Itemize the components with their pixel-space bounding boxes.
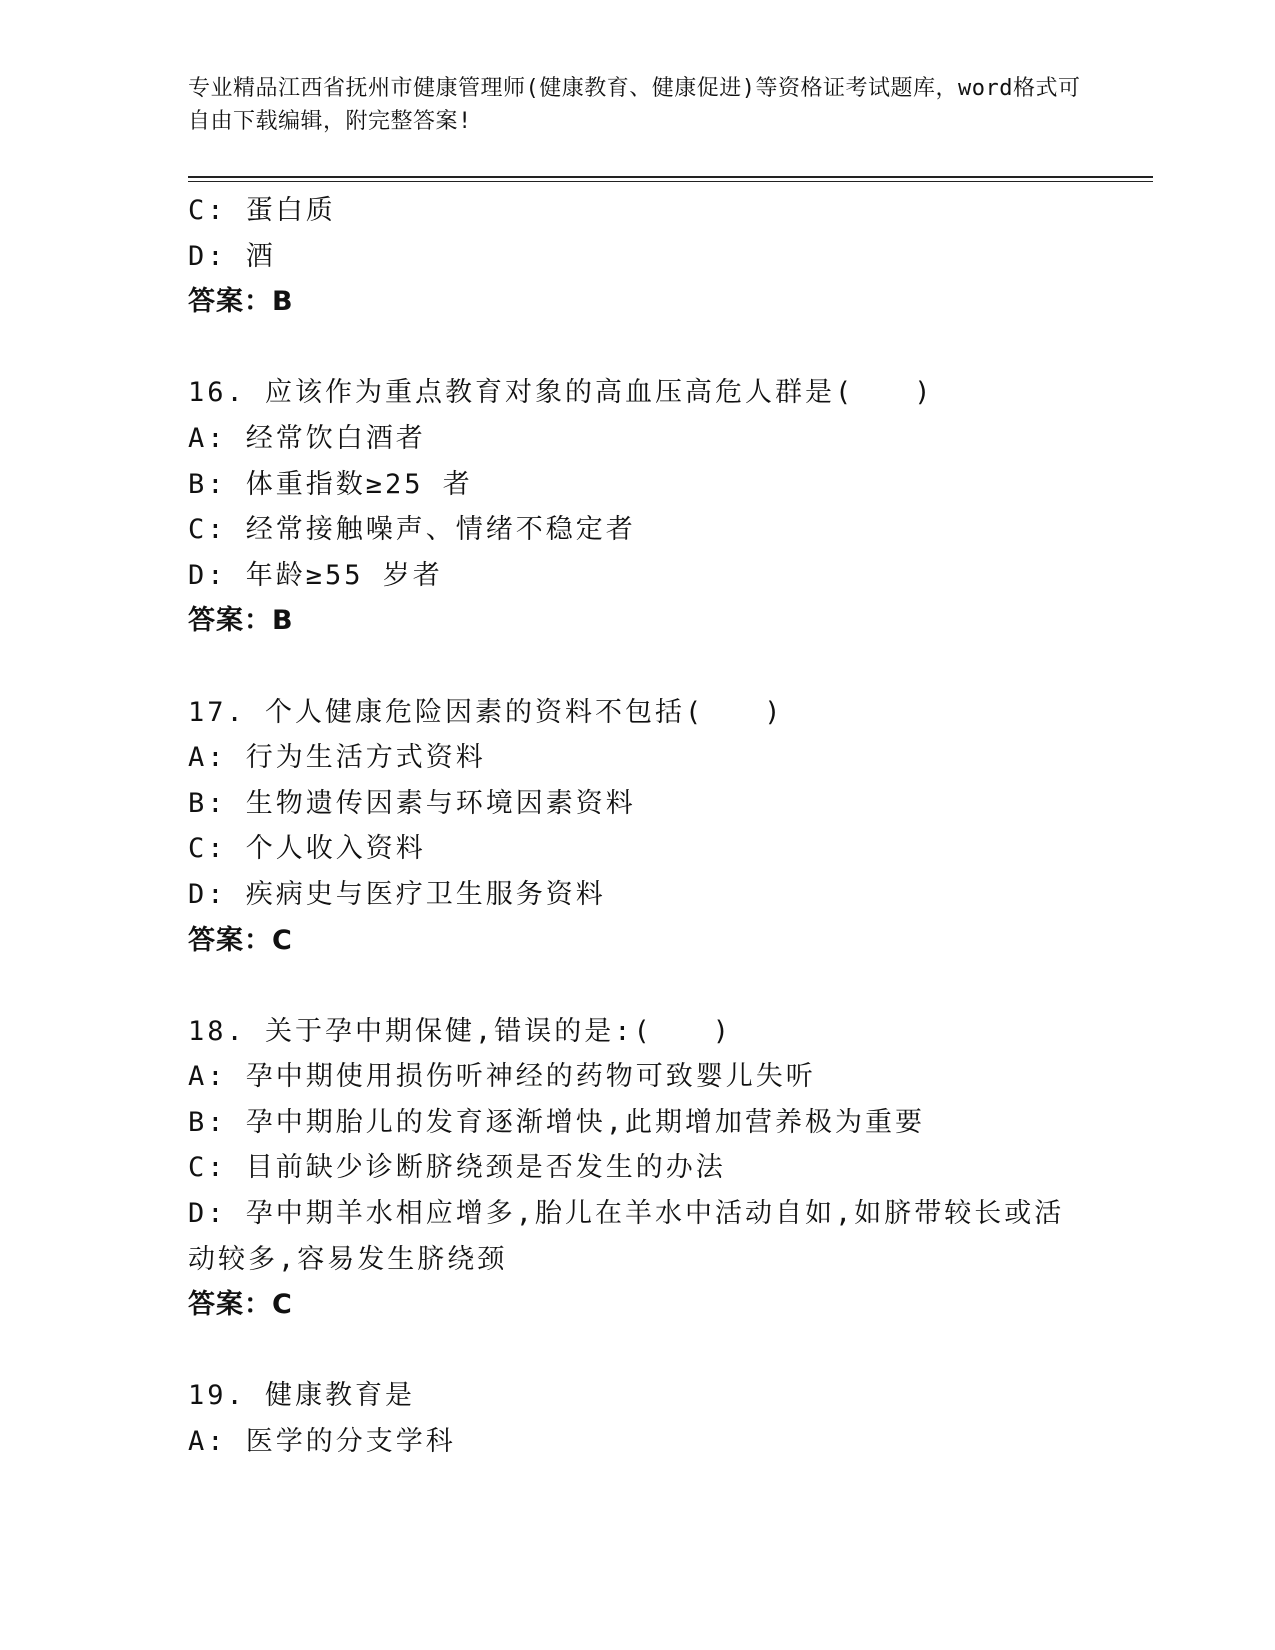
option-d: [188, 1191, 1088, 1282]
question-text: 个人健康危险因素的资料不包括( ): [265, 696, 784, 728]
option-b: [188, 462, 1088, 508]
option-b: [188, 781, 1088, 827]
header-text: 专业精品江西省抚州市健康管理师(健康教育、健康促进)等资格证考试题库，word格式可自由下载编辑，附完整答案!: [188, 76, 1081, 134]
option-c: [188, 826, 1088, 872]
question-16: [188, 370, 1088, 644]
document-header: [188, 72, 1088, 138]
answer-line: [188, 598, 1088, 644]
option-text: 经常接触噪声、情绪不稳定者: [245, 514, 636, 546]
option-label: C:: [188, 514, 227, 546]
question-text: 应该作为重点教育对象的高血压高危人群是( ): [265, 377, 934, 409]
option-a: [188, 735, 1088, 781]
answer-line: [188, 279, 1088, 325]
header-divider: [188, 176, 1153, 182]
question-stem: [188, 1009, 1088, 1055]
question-number: 16.: [188, 377, 246, 409]
answer-value: B: [272, 286, 294, 318]
answer-value: C: [272, 1289, 293, 1321]
question-17: [188, 690, 1088, 964]
option-text: 经常饮白酒者: [245, 422, 426, 454]
question-stem: [188, 370, 1088, 416]
option-label: D:: [188, 1198, 227, 1230]
option-label: A:: [188, 1426, 227, 1458]
question-text: 关于孕中期保健,错误的是:( ): [265, 1015, 733, 1047]
option-text: 酒: [245, 240, 276, 272]
option-text: 蛋白质: [245, 195, 336, 226]
option-d: [188, 553, 1088, 599]
option-text: 个人收入资料: [245, 833, 426, 865]
option-d: [188, 872, 1088, 918]
option-text: 体重指数≥25 者: [245, 468, 473, 500]
option-label: D:: [188, 240, 227, 272]
option-a: [188, 1054, 1088, 1100]
question-number: 17.: [188, 696, 246, 728]
question-stem: [188, 690, 1088, 736]
option-label: B:: [188, 787, 227, 819]
option-b: [188, 1100, 1088, 1146]
option-text: 生物遗传因素与环境因素资料: [245, 787, 636, 819]
option-text: 孕中期胎儿的发育逐渐增快,此期增加营养极为重要: [245, 1106, 926, 1138]
option-text: 医学的分支学科: [245, 1426, 456, 1458]
option-label: A:: [188, 742, 227, 774]
option-text: 目前缺少诊断脐绕颈是否发生的办法: [245, 1152, 726, 1184]
option-text: 孕中期羊水相应增多,胎儿在羊水中活动自如,如脐带较长或活动较多,容易发生脐绕颈: [188, 1198, 1065, 1275]
option-c: [188, 1145, 1088, 1191]
answer-value: B: [272, 605, 294, 637]
option-text: 行为生活方式资料: [245, 742, 486, 774]
option-label: B:: [188, 468, 227, 500]
option-label: C:: [188, 195, 227, 226]
answer-line: [188, 1282, 1088, 1328]
answer-prefix: 答案：: [188, 605, 272, 637]
question-number: 19.: [188, 1380, 246, 1412]
answer-prefix: 答案：: [188, 286, 272, 318]
question-19: [188, 1373, 1088, 1464]
option-c: [188, 507, 1088, 553]
option-text: 年龄≥55 岁者: [245, 559, 443, 591]
option-label: A:: [188, 422, 227, 454]
answer-prefix: 答案：: [188, 1289, 272, 1321]
question-18: [188, 1009, 1088, 1328]
option-a: [188, 1419, 1088, 1465]
question-text: 健康教育是: [265, 1380, 416, 1412]
option-a: [188, 416, 1088, 462]
option-label: D:: [188, 878, 227, 910]
question-15-continuation: [188, 188, 1088, 325]
option-label: D:: [188, 559, 227, 591]
question-content: [188, 188, 1088, 1465]
option-c: [188, 188, 1088, 234]
answer-prefix: 答案：: [188, 924, 272, 956]
question-stem: [188, 1373, 1088, 1419]
question-number: 18.: [188, 1015, 246, 1047]
option-text: 疾病史与医疗卫生服务资料: [245, 878, 606, 910]
option-label: B:: [188, 1106, 227, 1138]
option-label: A:: [188, 1061, 227, 1093]
option-text: 孕中期使用损伤听神经的药物可致婴儿失听: [245, 1061, 816, 1093]
answer-value: C: [272, 924, 293, 956]
option-d: [188, 234, 1088, 280]
option-label: C:: [188, 1152, 227, 1184]
option-label: C:: [188, 833, 227, 865]
answer-line: [188, 918, 1088, 964]
